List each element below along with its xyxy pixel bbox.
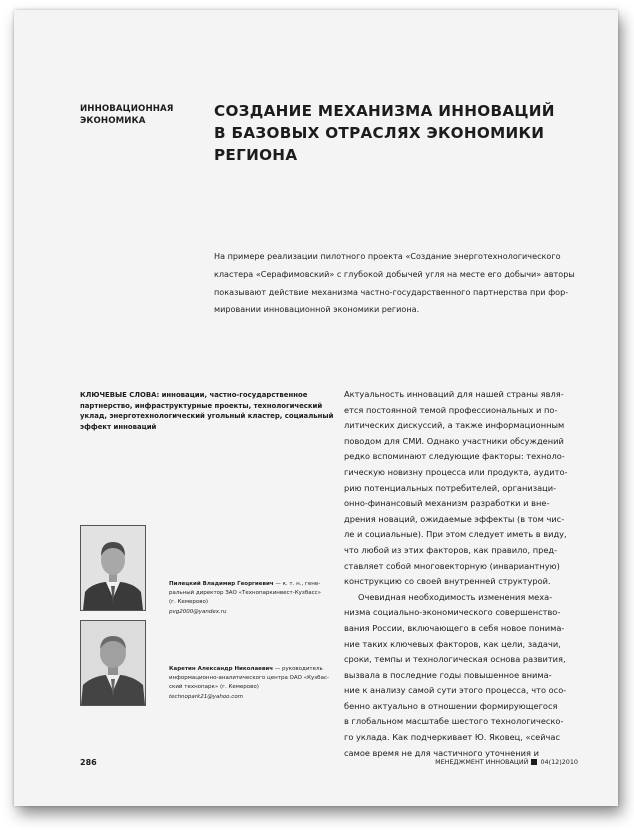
body-line: ле и социальные). При этом следует иметь в виду, xyxy=(344,529,567,540)
body-line: дрения новаций, ожидаемые эффекты (в том чис- xyxy=(344,513,565,524)
body-line: поводом для СМИ. Однако участники обсуждений xyxy=(344,435,564,446)
abstract-line: кластера «Серафимовский» с глубокой добычей угля на месте его добычи» авторы xyxy=(214,268,575,279)
author-location: (г. Кемерово) xyxy=(169,599,208,606)
body-line: вания России, включающего в себя новое понима- xyxy=(344,622,565,633)
author-name: Каретин Александр Николаевич xyxy=(169,666,273,672)
author-info-piletsky xyxy=(169,580,369,617)
body-line: конструкцию со своей внутренней структурой. xyxy=(344,576,551,587)
body-line: Очевидная необходимость изменения меха- xyxy=(358,591,553,602)
body-line: самое время не для частичного уточнения и xyxy=(344,747,539,758)
keywords-line: уклад, энерготехнологический угольный кластер, социальный xyxy=(80,412,334,421)
author-name: Пилецкий Владимир Георгиевич xyxy=(169,581,274,587)
body-line: низма социально-экономического совершенство- xyxy=(344,607,561,618)
keywords-line: эффект инноваций xyxy=(80,422,157,431)
author-role: — руководитель xyxy=(273,666,323,672)
journal-name: МЕНЕДЖМЕНТ ИННОВАЦИЙ xyxy=(435,758,529,766)
body-line: гическую новизну процесса или продукта, аудито- xyxy=(344,466,568,477)
body-line: Актуальность инноваций для нашей страны явля- xyxy=(344,389,564,399)
body-line: онно-финансовый механизм разработки и вне- xyxy=(344,498,550,509)
author-role: информационно-аналитического центра ОАО «Кузбас- xyxy=(169,675,329,682)
journal-issue: 04(12)2010 xyxy=(540,758,578,766)
article-abstract xyxy=(214,248,594,319)
body-line: рию потенциальных потребителей, организаци- xyxy=(344,482,557,493)
square-separator-icon xyxy=(531,759,537,765)
section-rubric: ИННОВАЦИОННАЯ ЭКОНОМИКА xyxy=(80,104,174,126)
keywords-block xyxy=(80,390,334,432)
body-line: ется постоянной темой профессиональных и по- xyxy=(344,404,558,415)
title-line: СОЗДАНИЕ МЕХАНИЗМА ИННОВАЦИЙ xyxy=(214,102,555,120)
journal-footer xyxy=(435,758,578,766)
author-email: pvg2000@yandex.ru xyxy=(169,608,227,615)
author-role: — к. т. н., гене- xyxy=(273,581,321,587)
article-body xyxy=(344,387,594,761)
body-line: сроки, темпы и технологическая основа развития, xyxy=(344,654,566,665)
author-role: ский технопарк» (г. Кемерово) xyxy=(169,684,259,691)
abstract-line: мировании инновационной экономики региона. xyxy=(214,304,420,315)
author-email: technopark21@yahoo.com xyxy=(169,693,244,700)
page-number: 286 xyxy=(80,758,97,767)
body-line: в глобальном масштабе шестого технологическо- xyxy=(344,716,564,727)
keywords-line: КЛЮЧЕВЫЕ СЛОВА: инновации, частно-государственное xyxy=(80,391,308,399)
title-line: В БАЗОВЫХ ОТРАСЛЯХ ЭКОНОМИКИ xyxy=(214,124,545,142)
article-title xyxy=(214,100,574,166)
body-line: ставляет собой многовекторную (инвариантную) xyxy=(344,560,560,571)
body-line: го уклада. Как подчеркивает Ю. Яковец, «сейчас xyxy=(344,732,561,743)
body-line: ние к анализу самой сути этого процесса, что осо- xyxy=(344,685,567,696)
keywords-line: партнерство, инфраструктурные проекты, технологический xyxy=(80,401,323,410)
author-role: ральный директор ЗАО «Технопаркинвест-Кузбасс» xyxy=(169,590,321,597)
body-line: редко вспоминают следующие факторы: техноло- xyxy=(344,451,565,462)
title-line: РЕГИОНА xyxy=(214,146,298,164)
abstract-line: показывают действие механизма частно-государственного партнерства при фор- xyxy=(214,286,569,297)
journal-page xyxy=(14,10,618,806)
author-info-karetin xyxy=(169,665,369,702)
body-line: вызвала в последние годы повышенное внима- xyxy=(344,669,552,680)
body-line: литических дискуссий, а также информационным xyxy=(344,420,565,431)
body-line: ние таких ключевых факторов, как цели, задачи, xyxy=(344,638,561,649)
body-line: что любой из этих факторов, как правило, пред- xyxy=(344,544,558,555)
author-photo-piletsky xyxy=(80,525,146,611)
body-line: бенно актуально в отношении формирующегося xyxy=(344,700,558,711)
abstract-line: На примере реализации пилотного проекта «Создание энерготехнологического xyxy=(214,251,561,261)
author-photo-karetin xyxy=(80,620,146,706)
